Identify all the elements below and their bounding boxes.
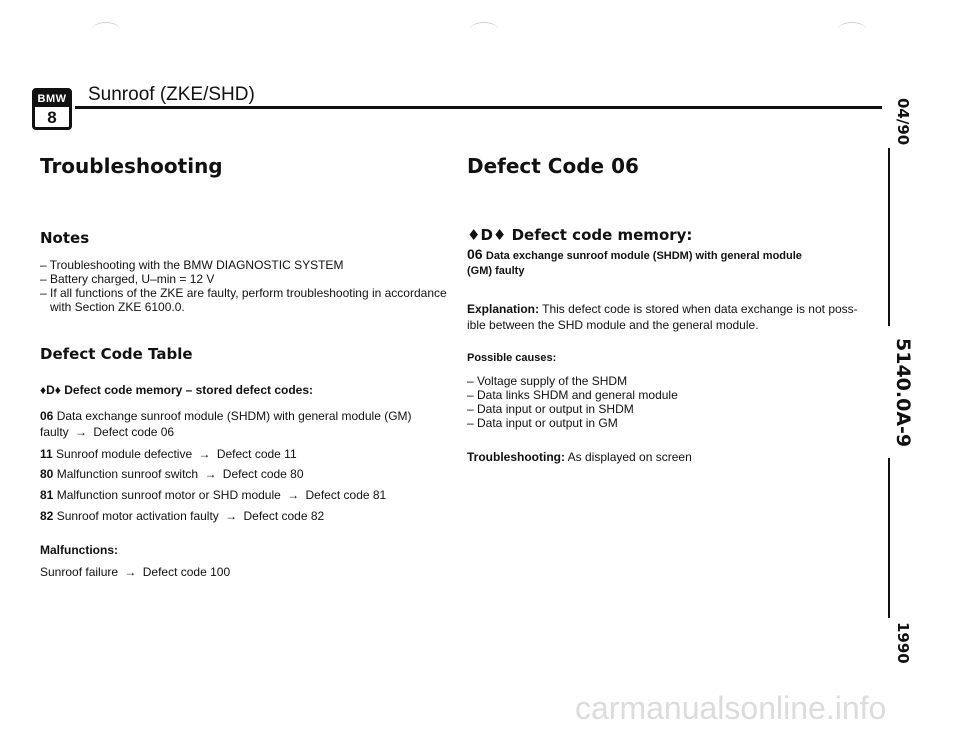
cause-item: – Data input or output in GM	[467, 416, 618, 430]
scan-mark	[92, 22, 120, 37]
cause-item: – Voltage supply of the SHDM	[467, 374, 628, 388]
code-text: Data exchange sunroof module (SHDM) with general module	[485, 250, 802, 262]
code-target: Defect code 11	[216, 447, 297, 461]
code-row	[40, 409, 412, 423]
code-target: Defect code 80	[222, 467, 304, 481]
logo-series: 8	[47, 108, 57, 127]
memory-heading: ♦D♦ Defect code memory:	[467, 226, 693, 244]
note-line: – If all functions of the ZKE are faulty, perform troubleshooting in accordance	[40, 286, 447, 300]
code-number: 80	[40, 467, 54, 481]
side-year: 1990	[894, 622, 912, 664]
code-target: Defect code 81	[305, 488, 387, 502]
explanation-text-cont: ible between the SHD module and the general module.	[467, 318, 759, 332]
arrow-icon: →	[124, 565, 137, 579]
code-text: Sunroof module defective	[56, 447, 193, 461]
code-text: Malfunction sunroof switch	[56, 467, 199, 481]
malfunction-target: Defect code 100	[142, 565, 231, 579]
arrow-icon: →	[204, 467, 217, 481]
code-text: Sunroof motor activation faulty	[56, 509, 219, 523]
bmw-logo	[32, 88, 72, 130]
malfunction-text: Sunroof failure	[40, 565, 119, 579]
notes-heading: Notes	[40, 229, 90, 247]
code-target: Defect code 82	[243, 509, 325, 523]
arrow-icon: →	[287, 488, 300, 502]
page-title: Sunroof (ZKE/SHD)	[88, 84, 255, 105]
code-number: 81	[40, 488, 54, 502]
cause-item: – Data links SHDM and general module	[467, 388, 678, 402]
side-rule	[888, 148, 890, 326]
code-text: Malfunction sunroof motor or SHD module	[56, 488, 281, 502]
table-heading: Defect Code Table	[40, 345, 193, 363]
troubleshooting-line	[467, 450, 692, 464]
malfunction-row	[40, 565, 230, 579]
side-date: 04/90	[894, 98, 912, 146]
malfunctions-heading: Malfunctions:	[40, 543, 118, 557]
code-number: 06	[467, 246, 483, 262]
watermark: carmanualsonline.info	[575, 690, 887, 726]
code-row	[40, 488, 386, 502]
code-row-cont	[40, 425, 174, 439]
explanation-line	[467, 302, 858, 316]
code-number: 82	[40, 509, 54, 523]
note-line: – Battery charged, U–min = 12 V	[40, 272, 215, 286]
defect-heading: Defect Code 06	[467, 154, 639, 178]
code-target: Defect code 06	[93, 425, 175, 439]
code-row	[40, 509, 324, 523]
code-row	[40, 447, 297, 461]
logo-brand: BMW	[35, 91, 69, 107]
code-text: faulty	[40, 425, 69, 439]
causes-heading: Possible causes:	[467, 352, 557, 364]
scan-mark	[470, 22, 498, 37]
arrow-icon: →	[198, 447, 211, 461]
section-heading: Troubleshooting	[40, 154, 223, 178]
code-number: 11	[40, 447, 53, 461]
code-row	[40, 467, 304, 481]
code-number: 06	[40, 409, 54, 423]
explanation-label: Explanation:	[467, 302, 540, 316]
code-text: Data exchange sunroof module (SHDM) with general module (GM)	[56, 409, 412, 423]
arrow-icon: →	[225, 509, 238, 523]
code-text-cont: (GM) faulty	[467, 265, 525, 277]
troubleshooting-text: As displayed on screen	[567, 450, 692, 464]
cause-item: – Data input or output in SHDM	[467, 402, 634, 416]
side-rule	[888, 458, 890, 618]
note-line: with Section ZKE 6100.0.	[40, 300, 185, 314]
troubleshooting-label: Troubleshooting:	[467, 450, 565, 464]
note-line: – Troubleshooting with the BMW DIAGNOSTIC SYSTEM	[40, 258, 344, 272]
scan-mark	[838, 22, 866, 37]
side-ref: 5140.0A-9	[892, 338, 914, 448]
header-rule	[75, 106, 882, 109]
explanation-text: This defect code is stored when data exchange is not poss-	[542, 302, 858, 316]
arrow-icon: →	[75, 425, 88, 439]
memory-heading: ♦D♦ Defect code memory – stored defect codes:	[40, 383, 313, 397]
code-description	[467, 246, 802, 262]
